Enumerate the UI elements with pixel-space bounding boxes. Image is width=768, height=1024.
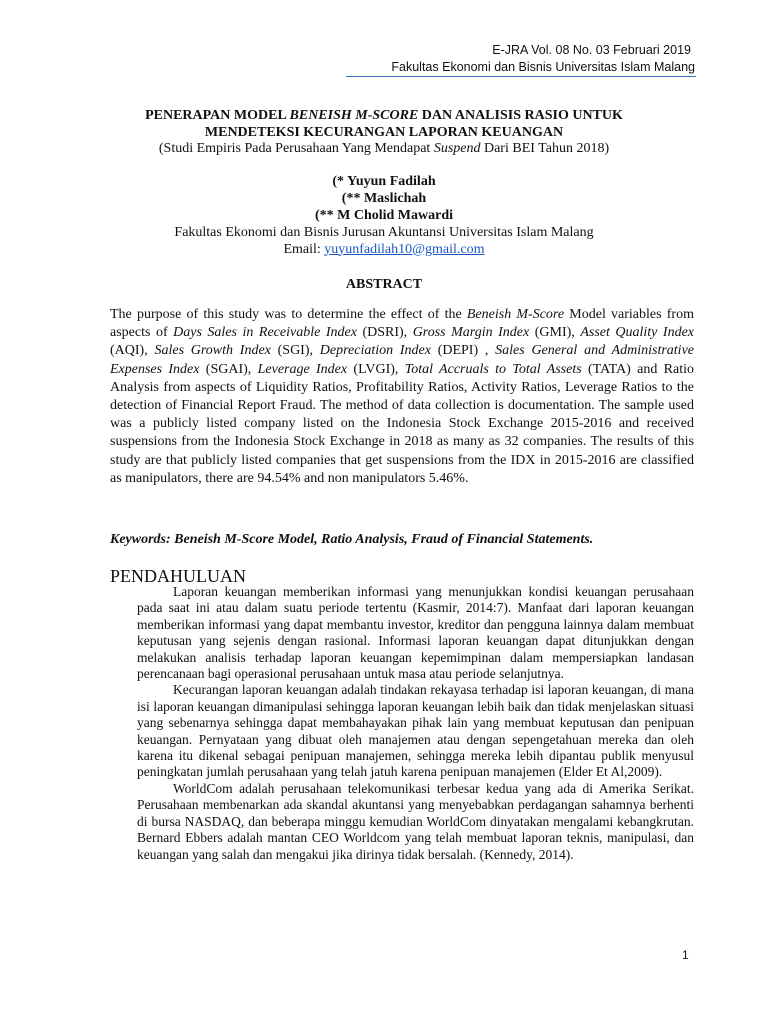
abstract-body — [110, 306, 694, 488]
abstract-text: (AQI), — [110, 343, 155, 359]
abstract-text: (DEPI) , — [430, 343, 496, 359]
subtitle-c: Dari BEI Tahun 2018) — [480, 141, 610, 156]
abstract-text: (SGI), — [270, 343, 320, 359]
abstract-text: (LVGI), — [347, 361, 405, 377]
abstract-term: Sales Growth Index — [154, 343, 271, 359]
abstract-term: Sales General and Administrative Expenses Index — [110, 343, 694, 377]
abstract-term: Asset Quality Index — [580, 325, 694, 341]
abstract-term: Days Sales in Receivable Index — [173, 325, 357, 341]
abstract-text: (TATA) and Ratio Analysis from aspects of Liquidity Ratios, Profitability Ratios, Activity Ratios, Leverage Ratios to the detection of Financial Report Fraud. The method of data collection is documentation. The sample used was a publicly listed company listed on the Indonesia Stock Exchange 2015-2016 and received suspensions from the Indonesia Stock Exchange in 2018 as many as 32 companies. The results of this study are that publicly listed companies that get suspensions from the IDX in 2015-2016 are classified as manipulators, there are 94.54% and non manipulators 5.46%. — [110, 361, 694, 486]
abstract-term: Depreciation Index — [319, 343, 431, 359]
abstract-text: (DSRI), — [356, 325, 413, 341]
subtitle-italic: Suspend — [433, 141, 481, 156]
title-line2: MENDETEKSI KECURANGAN LAPORAN KEUANGAN — [204, 124, 564, 140]
author: (** Maslichah — [341, 190, 427, 206]
journal-header — [391, 42, 695, 76]
paper-subtitle — [60, 141, 708, 158]
abstract-term: Gross Margin Index — [412, 325, 530, 341]
abstract-term: Leverage Index — [257, 361, 348, 377]
subtitle-a: (Studi Empiris Pada Perusahaan Yang Mendapat — [158, 141, 434, 156]
affiliation: Fakultas Ekonomi dan Bisnis Jurusan Akuntansi Universitas Islam Malang — [174, 224, 594, 240]
page-number: 1 — [682, 948, 689, 962]
keywords: Keywords: Beneish M-Score Model, Ratio Analysis, Fraud of Financial Statements. — [110, 532, 594, 547]
title-line1-c: DAN ANALISIS RASIO UNTUK — [418, 108, 623, 123]
paragraph: WorldCom adalah perusahaan telekomunikasi terbesar kedua yang ada di Amerika Serikat. Perusahaan membenarkan ada skandal akuntansi yang menyebabkan perdagangan sahamnya berhenti di bursa NASDAQ, dan beberapa minggu kemudian WorldCom dinyatakan mengalami kebangkrutan. Bernard Ebbers adalah mantan CEO Worldcom yang telah membuat laporan teknis, manipulasi, dan keuangan yang salah dan mengakui jika dirinya tidak bersalah. (Kennedy, 2014). — [137, 780, 694, 862]
title-line1-italic: BENEISH M-SCORE — [289, 108, 419, 123]
abstract-text: (GMI), — [529, 325, 581, 341]
title-block — [60, 108, 708, 258]
email-line — [60, 241, 708, 258]
author: (* Yuyun Fadilah — [332, 173, 436, 189]
abstract-heading: ABSTRACT — [345, 277, 423, 292]
email-label: Email: — [283, 241, 325, 257]
journal-faculty: Fakultas Ekonomi dan Bisnis Universitas Islam Malang — [391, 60, 695, 74]
header-rule — [346, 76, 696, 77]
author: (** M Cholid Mawardi — [314, 207, 454, 223]
email-link[interactable]: yuyunfadilah10@gmail.com — [324, 241, 485, 257]
paper-title — [60, 108, 708, 141]
abstract-term: Beneish M-Score — [466, 307, 565, 322]
abstract-text: The purpose of this study was to determine the effect of the — [110, 307, 467, 322]
abstract-term: Total Accruals to Total Assets — [404, 361, 582, 377]
author-list — [60, 173, 708, 224]
abstract-text: (SGAI), — [199, 361, 258, 377]
paragraph: Laporan keuangan memberikan informasi yang menunjukkan kondisi keuangan perusahaan pada saat ini atau dalam suatu periode tertentu (Kasmir, 2014:7). Manfaat dari laporan keuangan memberikan informasi yang dapat membantu investor, kreditor dan pengguna lainnya dalam membuat keputusan yang sejenis dengan rasional. Informasi laporan keuangan dapat ditunjukkan dengan melakukan analisis terhadap laporan keuangan kepemimpinan dalam mempersiapkan landasan perencanaan bagi operasional perusahaan untuk masa atau periode selanjutnya. — [137, 584, 694, 682]
journal-volume: E-JRA Vol. 08 No. 03 Februari 2019 — [492, 43, 691, 57]
section-body — [137, 584, 694, 863]
section-title: PENDAHULUAN — [110, 566, 246, 586]
paragraph: Kecurangan laporan keuangan adalah tindakan rekayasa terhadap isi laporan keuangan, di mana isi laporan keuangan dimanipulasi sehingga laporan keuangan lebih baik dan tidak menjelaskan situasi yang sebenarnya sehingga dapat membahayakan pihak lain yang membuat keputusan dan penipuan keuangan. Pernyataan yang dibuat oleh manajemen atau dengan sepengetahuan mereka dan oleh karena itu dikenal sebagai penipuan manajemen, sehingga mereka lebih dipantau publik menyusul peningkatan jumlah perusahaan yang telah jatuh karena penipuan manajemen (Elder Et Al,2009). — [137, 682, 694, 780]
abstract-text: Model variables from aspects of — [110, 307, 694, 341]
title-line1-a: PENERAPAN MODEL — [145, 108, 290, 123]
